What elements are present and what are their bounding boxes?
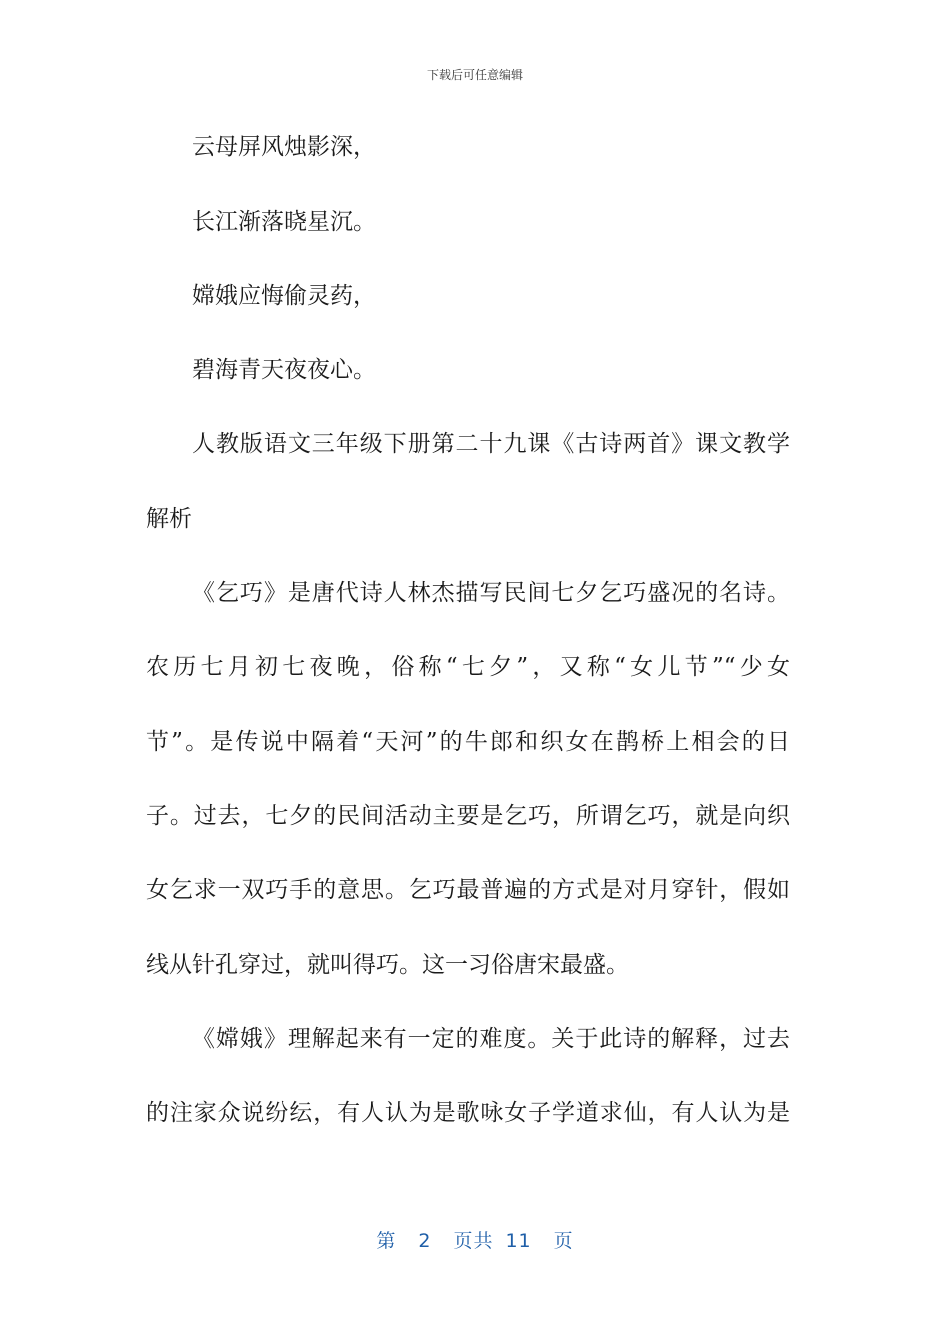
paragraph-line: 农历七月初七夜晚，俗称“七夕”，又称“女儿节”“少女 xyxy=(146,654,790,680)
page-footer xyxy=(0,1226,950,1253)
footer-prefix: 第 xyxy=(376,1230,397,1252)
paragraph-line: 女乞求一双巧手的意思。乞巧最普遍的方式是对月穿针，假如 xyxy=(146,877,790,903)
footer-middle: 页共 xyxy=(453,1230,494,1252)
paragraph-line: 子。过去，七夕的民间活动主要是乞巧，所谓乞巧，就是向织 xyxy=(146,803,790,829)
paragraph-line: 线从针孔穿过，就叫得巧。这一习俗唐宋最盛。 xyxy=(146,952,629,978)
poem-line: 长江渐落晓星沉。 xyxy=(192,209,376,235)
current-page-number: 2 xyxy=(418,1230,432,1252)
section-title-line: 解析 xyxy=(146,506,192,532)
total-pages-number: 11 xyxy=(505,1230,532,1252)
paragraph-line: 节”。是传说中隔着“天河”的牛郎和织女在鹊桥上相会的日 xyxy=(146,729,790,755)
poem-line: 云母屏风烛影深， xyxy=(192,134,376,160)
section-title-line: 人教版语文三年级下册第二十九课《古诗两首》课文教学 xyxy=(192,431,790,457)
page-header: 下载后可任意编辑 xyxy=(426,68,523,82)
paragraph-line: 《乞巧》是唐代诗人林杰描写民间七夕乞巧盛况的名诗。 xyxy=(192,580,790,606)
poem-line: 碧海青天夜夜心。 xyxy=(192,357,376,383)
paragraph-line: 《嫦娥》理解起来有一定的难度。关于此诗的解释，过去 xyxy=(192,1026,790,1052)
footer-suffix: 页 xyxy=(553,1230,574,1252)
paragraph-line: 的注家众说纷纭，有人认为是歌咏女子学道求仙，有人认为是 xyxy=(146,1100,790,1126)
poem-line: 嫦娥应悔偷灵药， xyxy=(192,283,376,309)
